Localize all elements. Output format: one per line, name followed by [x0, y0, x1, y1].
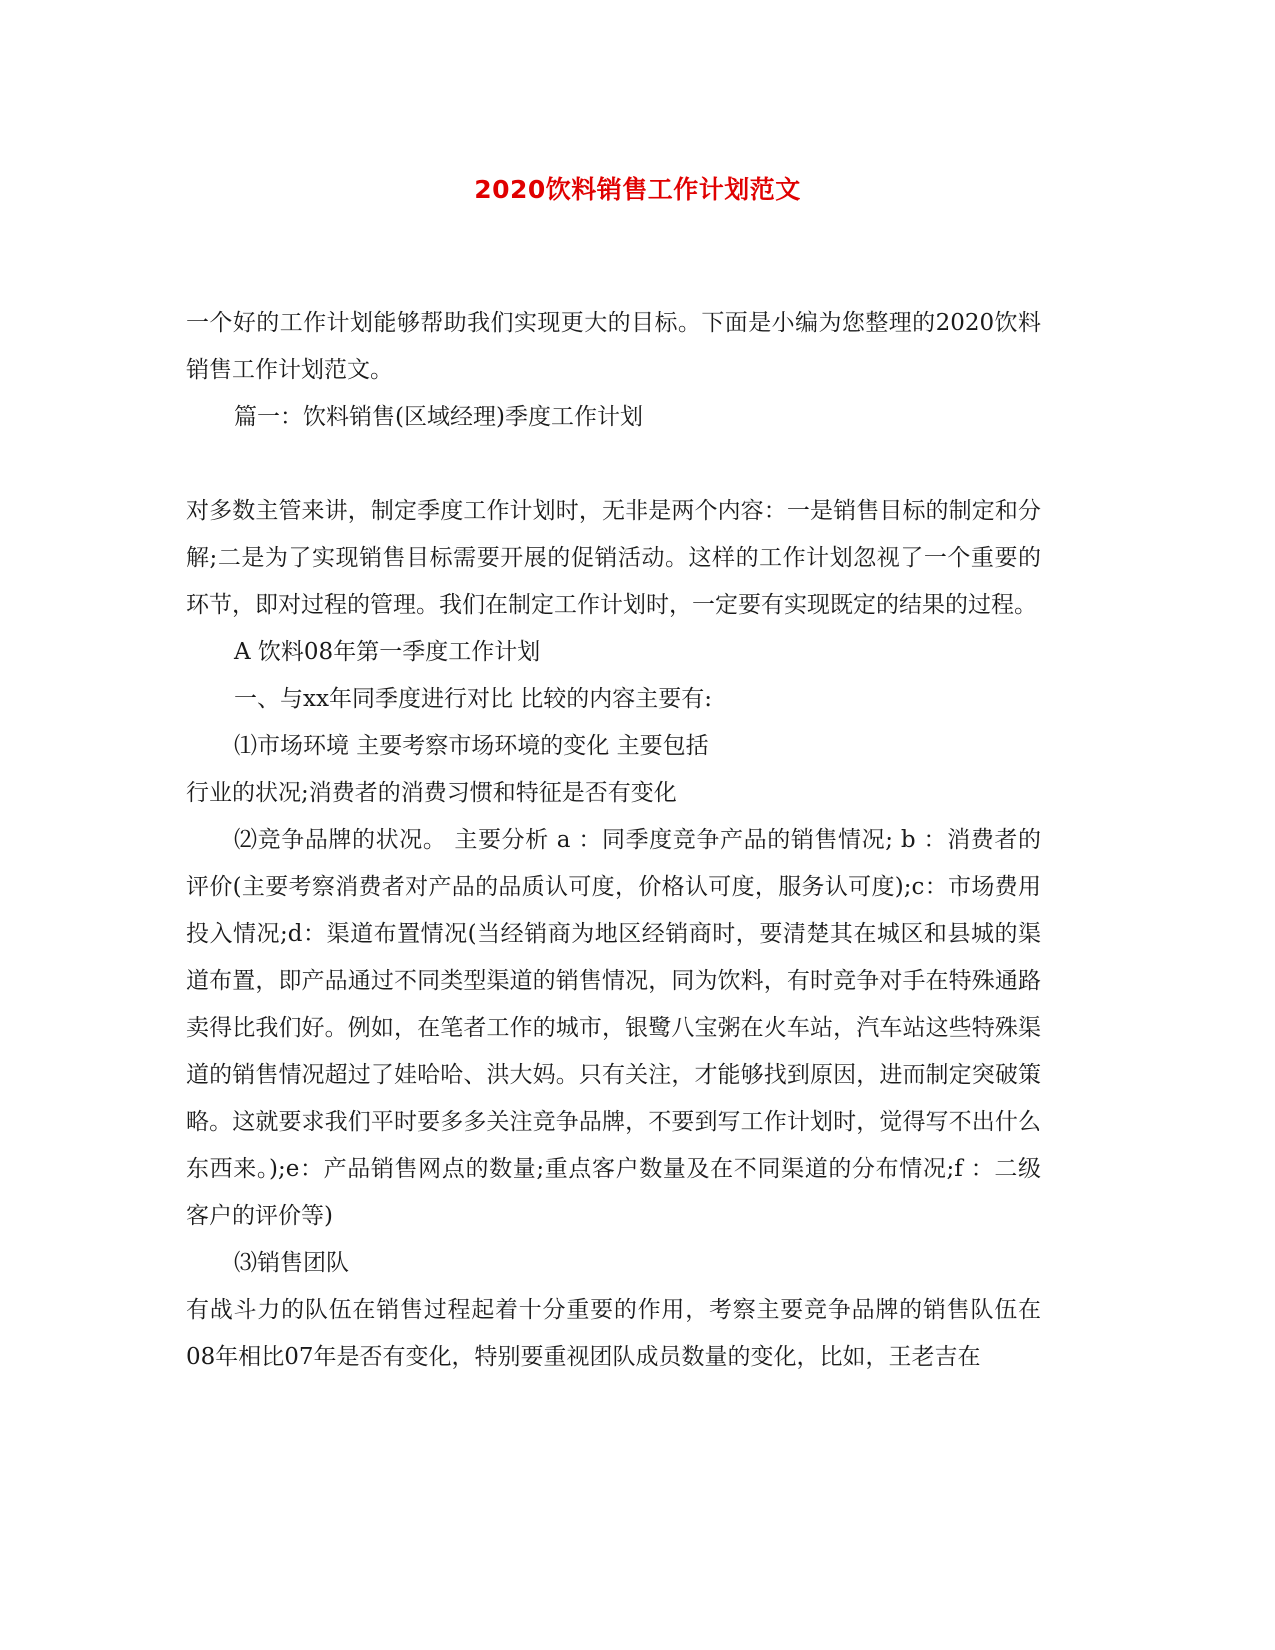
- section-heading: 篇一：饮料销售(区域经理)季度工作计划: [234, 404, 643, 430]
- document-title: 2020饮料销售工作计划范文: [474, 175, 801, 204]
- paragraph-spacer: [186, 441, 1041, 488]
- comparison-heading: 一、与xx年同季度进行对比 比较的内容主要有:: [234, 686, 713, 712]
- sales-team-paragraph: 有战斗力的队伍在销售过程起着十分重要的作用，考察主要竞争品牌的销售队伍在08年相比07年是否有变化，特别要重视团队成员数量的变化，比如，王老吉在: [186, 1297, 1041, 1370]
- document-body: [186, 300, 1041, 1381]
- plan-heading: A 饮料08年第一季度工作计划: [234, 639, 541, 665]
- item-sales-team: ⑶销售团队: [234, 1250, 349, 1276]
- item-market-environment: ⑴市场环境 主要考察市场环境的变化 主要包括: [234, 733, 709, 759]
- item-market-environment-detail: 行业的状况;消费者的消费习惯和特征是否有变化: [186, 780, 677, 806]
- body-paragraph: 对多数主管来讲，制定季度工作计划时，无非是两个内容：一是销售目标的制定和分解;二是为了实现销售目标需要开展的促销活动。这样的工作计划忽视了一个重要的环节，即对过程的管理。我们在制定工作计划时，一定要有实现既定的结果的过程。: [186, 498, 1041, 618]
- intro-paragraph: 一个好的工作计划能够帮助我们实现更大的目标。下面是小编为您整理的2020饮料销售工作计划范文。: [186, 310, 1041, 383]
- item-competitor-brands: ⑵竞争品牌的状况。 主要分析 a ：同季度竞争产品的销售情况; b ：消费者的评价(主要考察消费者对产品的品质认可度，价格认可度，服务认可度);c：市场费用投入情况;d：渠道布置情况(当经销商为地区经销商时，要清楚其在城区和县城的渠道布置，即产品通过不同类型渠道的销售情况，同为饮料，有时竞争对手在特殊通路卖得比我们好。例如，在笔者工作的城市，银鹭八宝粥在火车站，汽车站这些特殊渠道的销售情况超过了娃哈哈、洪大妈。只有关注，才能够找到原因，进而制定突破策略。这就要求我们平时要多多关注竞争品牌，不要到写工作计划时，觉得写不出什么东西来。);e：产品销售网点的数量;重点客户数量及在不同渠道的分布情况;f ：二级客户的评价等): [186, 827, 1041, 1229]
